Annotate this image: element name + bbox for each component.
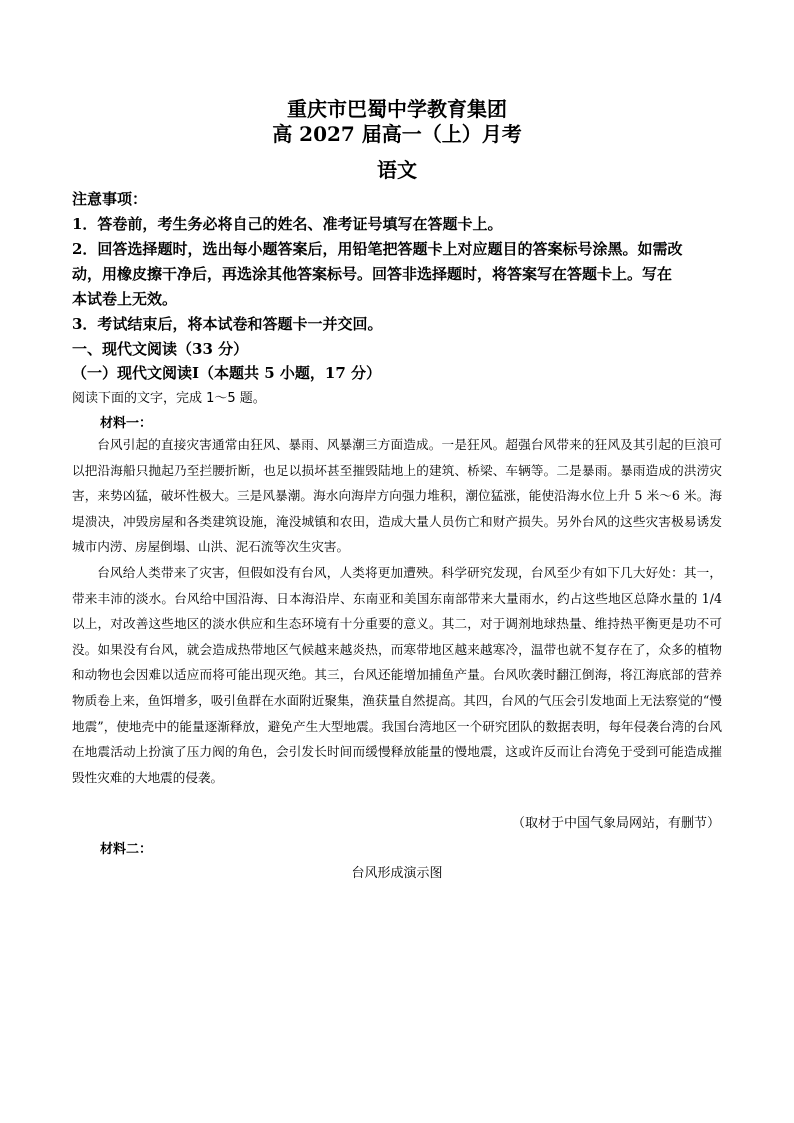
- subject-title: 语文: [377, 158, 417, 182]
- material-1-paragraph-2: 台风给人类带来了灾害，但假如没有台风，人类将更加遭殃。科学研究发现，台风至少有如下几大好处：其一，带来丰沛的淡水。台风给中国沿海、日本海沿岸、东南亚和美国东南部带来大量雨水，约占这些地区总降水量的 1/4 以上，对改善这些地区的淡水供应和生态环境有十分重要的意义。其二，对于调剂地球热量、维持热平衡更是功不可没。如果没有台风，就会造成热带地区气候越来越炎热，而寒带地区越来越寒冷，温带也就不复存在了，众多的植物和动物也会因难以适应而将可能出现灭绝。其三，台风还能增加捕鱼产量。台风吹袭时翻江倒海，将江海底部的营养物质卷上来，鱼饵增多，吸引鱼群在水面附近聚集，渔获量自然提高。其四，台风的气压会引发地面上无法察觉的“慢地震”，使地壳中的能量逐渐释放，避免产生大型地震。我国台湾地区一个研究团队的数据表明，每年侵袭台湾的台风在地震活动上扮演了压力阀的角色，会引发长时间而缓慢释放能量的慢地震，这或许反而让台湾免于受到可能造成摧毁性灾难的大地震的侵袭。: [72, 564, 722, 785]
- material-1-text: [72, 432, 722, 790]
- figure-title: 台风形成演示图: [351, 866, 443, 881]
- exam-title: 高 2027 届高一（上）月考: [272, 122, 522, 146]
- material-1-label: 材料一：: [100, 416, 153, 431]
- notice-item-1: 1．答卷前，考生务必将自己的姓名、准考证号填写在答题卡上。: [72, 215, 503, 233]
- section-instruction: 阅读下面的文字，完成 1～5 题。: [72, 391, 266, 406]
- notice-item-2-line-2: 动，用橡皮擦干净后，再选涂其他答案标号。回答非选择题时，将答案写在答题卡上。写在: [72, 265, 673, 283]
- section-title: 一、现代文阅读（33 分）: [72, 340, 249, 358]
- notice-item-2-line-1: 2．回答选择题时，选出每小题答案后，用铅笔把答题卡上对应题目的答案标号涂黑。如需改: [72, 240, 683, 258]
- material-2-label: 材料二：: [100, 842, 153, 857]
- material-1-paragraph-1: 台风引起的直接灾害通常由狂风、暴雨、风暴潮三方面造成。一是狂风。超强台风带来的狂风及其引起的巨浪可以把沿海船只抛起乃至拦腰折断，也足以损坏甚至摧毁陆地上的建筑、桥梁、车辆等。二是暴雨。暴雨造成的洪涝灾害，来势凶猛，破坏性极大。三是风暴潮。海水向海岸方向强力堆积，潮位猛涨，能使沿海水位上升 5 米～6 米。海堤溃决，冲毁房屋和各类建筑设施，淹没城镇和农田，造成大量人员伤亡和财产损失。另外台风的这些灾害极易诱发城市内涝、房屋倒塌、山洪、泥石流等次生灾害。: [72, 437, 722, 555]
- material-1-source: （取材于中国气象局网站，有删节）: [511, 816, 720, 831]
- section-subtitle: （一）现代文阅读Ⅰ（本题共 5 小题，17 分）: [72, 364, 381, 382]
- notice-item-2-line-3: 本试卷上无效。: [72, 290, 178, 308]
- notice-heading: 注意事项：: [72, 190, 148, 208]
- school-title: 重庆市巴蜀中学教育集团: [287, 97, 507, 121]
- notice-item-3: 3．考试结束后，将本试卷和答题卡一并交回。: [72, 315, 383, 333]
